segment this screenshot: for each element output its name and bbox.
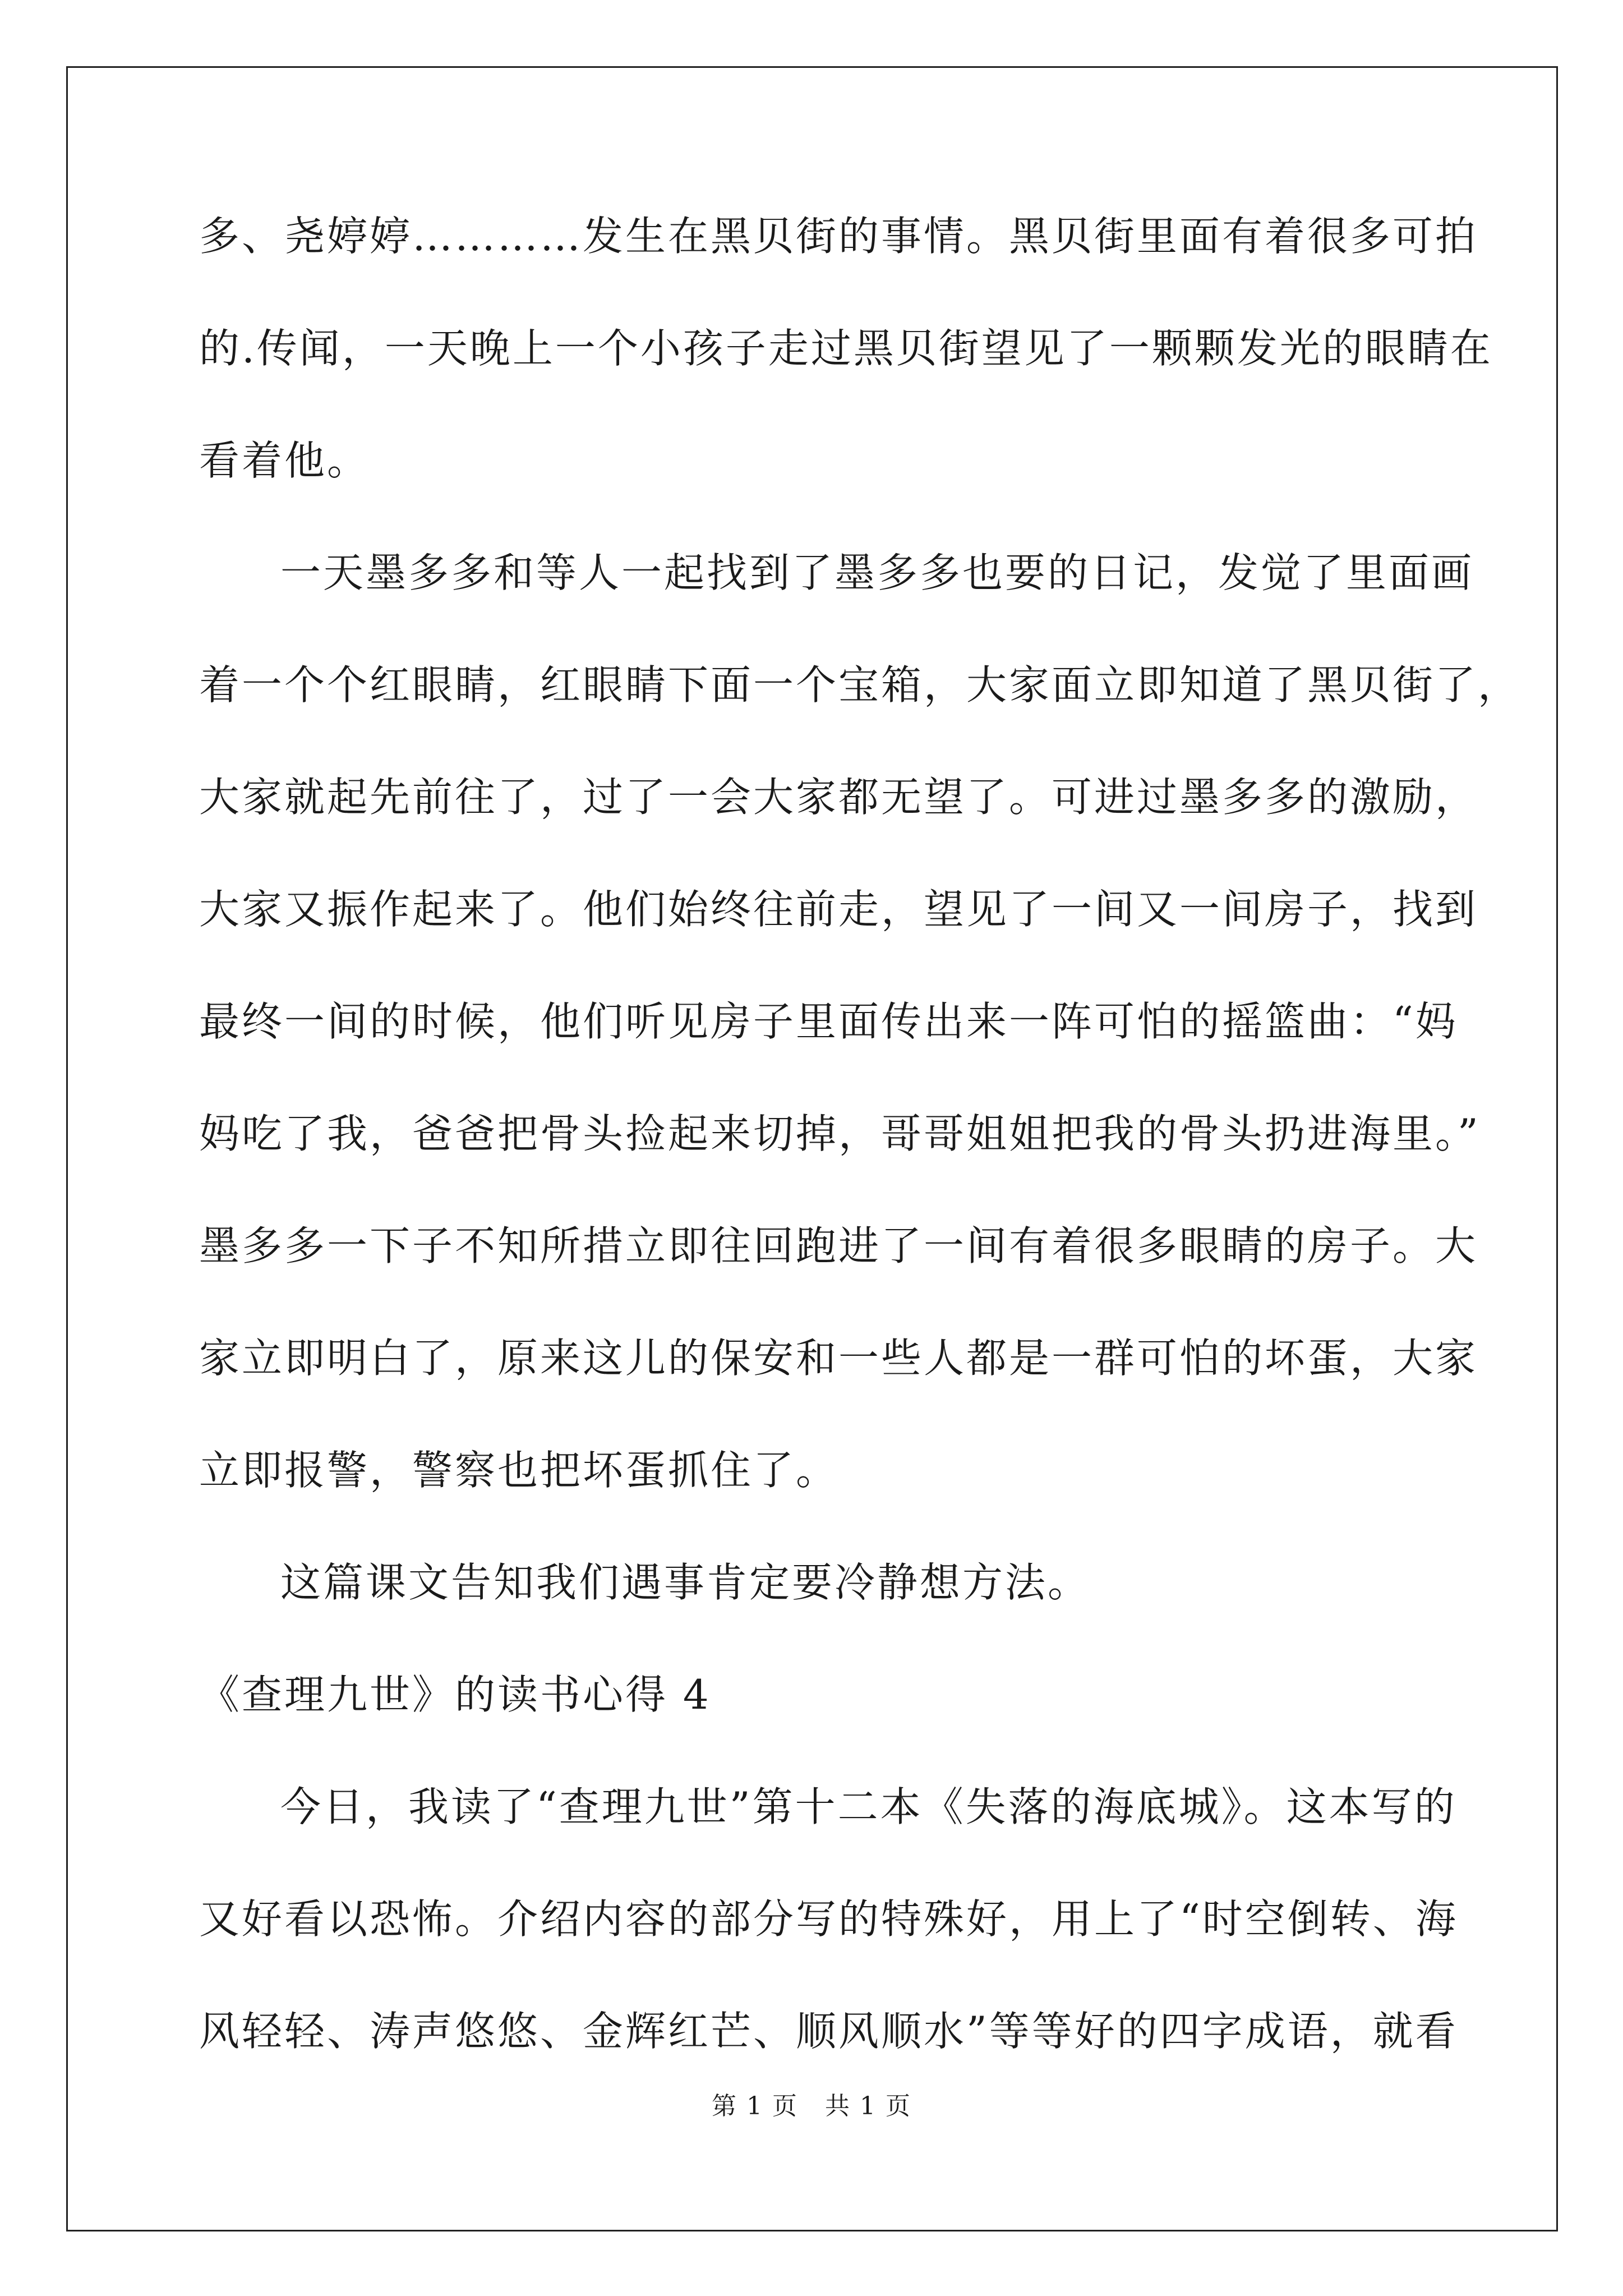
text-line: 大家又振作起来了。他们始终往前走，望见了一间又一间房子，找到 <box>199 886 1478 933</box>
paragraph-start-line: 一天墨多多和等人一起找到了墨多多也要的日记，发觉了里面画 <box>280 549 1474 596</box>
text-line: 着一个个红眼睛，红眼睛下面一个宝箱，大家面立即知道了黑贝街了， <box>199 661 1521 708</box>
text-line: 多、尧婷婷…………发生在黑贝街的事情。黑贝街里面有着很多可拍 <box>199 213 1478 260</box>
page-number: 第 1 页 <box>712 2092 798 2120</box>
text-line: 最终一间的时候，他们听见房子里面传出来一阵可怕的摇篮曲：“妈 <box>199 998 1458 1045</box>
text-line: 妈吃了我，爸爸把骨头捡起来切掉，哥哥姐姐把我的骨头扔进海里。” <box>199 1110 1481 1157</box>
paragraph-start-line: 今日，我读了“查理九世”第十二本《失落的海底城》。这本写的 <box>280 1783 1457 1830</box>
text-line: 立即报警，警察也把坏蛋抓住了。 <box>199 1447 839 1494</box>
page-total: 共 1 页 <box>825 2092 911 2120</box>
text-line: 风轻轻、涛声悠悠、金辉红芒、顺风顺水”等等好的四字成语，就看 <box>199 2008 1458 2055</box>
text-line: 又好看以恐怖。介绍内容的部分写的特殊好，用上了“时空倒转、海 <box>199 1895 1458 1943</box>
text-line: 看着他。 <box>199 437 370 484</box>
text-line: 家立即明白了，原来这儿的保安和一些人都是一群可怕的坏蛋，大家 <box>199 1335 1478 1382</box>
page-footer <box>0 2094 1623 2119</box>
text-line: 墨多多一下子不知所措立即往回跑进了一间有着很多眼睛的房子。大 <box>199 1222 1478 1269</box>
document-body <box>199 213 1521 2123</box>
paragraph-start-line: 这篇课文告知我们遇事肯定要冷静想方法。 <box>280 1559 1091 1606</box>
text-line: 大家就起先前往了，过了一会大家都无望了。可进过墨多多的激励， <box>199 774 1478 821</box>
section-heading: 《查理九世》的读书心得 4 <box>199 1671 711 1718</box>
text-line: 的.传闻，一天晚上一个小孩子走过黑贝街望见了一颗颗发光的眼睛在 <box>199 325 1493 372</box>
